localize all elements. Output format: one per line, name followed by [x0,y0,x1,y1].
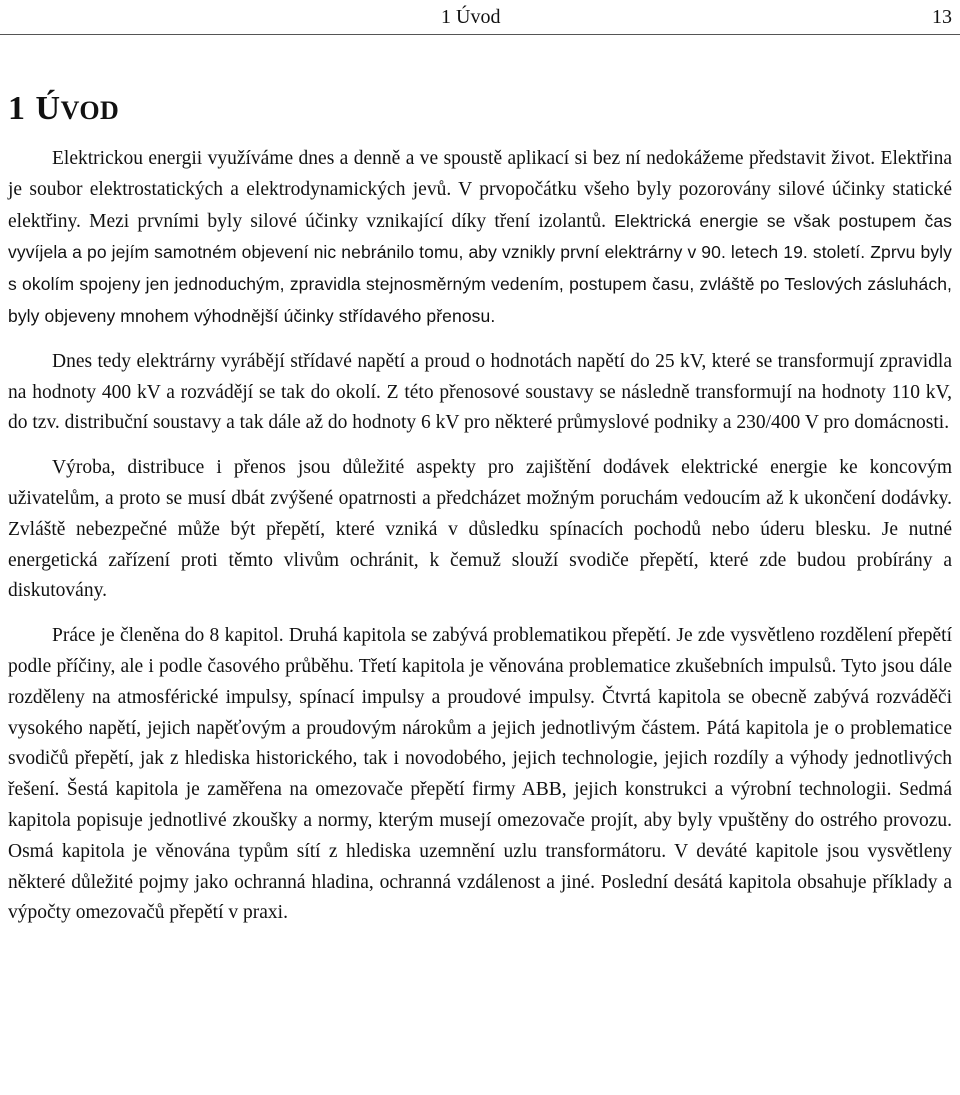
paragraph-introduction [8,144,952,333]
paragraph-segment-sans: Elektrická energie se však postupem čas vyvíjela a po jejím samotném objevení nic nebránilo tomu, aby vznikly první elektrárny v 90. letech 19. století. Zprvu byly s okolím spojeny jen jednoduchým, zpravidla stejnosměrným vedením, postupem času, zvláště po Teslových zásluhách, byly objeveny mnohem výhodnější účinky střídavého přenosu. [8,210,952,326]
running-header [0,0,960,35]
chapter-heading [8,86,119,134]
chapter-number: 1 [8,90,26,127]
chapter-title-rest: VOD [60,96,120,125]
paragraph-transmission [8,347,952,439]
paragraph-protection [8,453,952,607]
paragraph-segment: Dnes tedy elektrárny vyrábějí střídavé napětí a proud o hodnotách napětí do 25 kV, které se transformují zpravidla na hodnoty 400 kV a rozvádějí se tak do okolí. Z této přenosové soustavy se následně transformují na hodnoty 110 kV, do tzv. distribuční soustavy a tak dále až do hodnoty 6 kV pro některé průmyslové podniky a 230/400 V pro domácnosti. [8,350,952,434]
paragraph-segment: Výroba, distribuce i přenos jsou důležité aspekty pro zajištění dodávek elektrické energie ke koncovým uživatelům, a proto se musí dbát zvýšené opatrnosti a předcházet možným poruchám vedoucím až k ukončení dodávky. Zvláště nebezpečné může být přepětí, které vzniká v důsledku spínacích pochodů nebo úderu blesku. Je nutné energetická zařízení proti těmto vlivům ochránit, k čemuž slouží svodiče přepětí, které zde budou probírány a diskutovány. [8,457,952,602]
paragraph-segment: Práce je členěna do 8 kapitol. Druhá kapitola se zabývá problematikou přepětí. Je zde vysvětleno rozdělení přepětí podle příčiny, ale i podle časového průběhu. Třetí kapitola je věnována problematice zkušebních impulsů. Tyto jsou dále rozděleny na atmosférické impulsy, spínací impulsy a proudové impulsy. Čtvrtá kapitola se obecně zabývá rozváděči vysokého napětí, jejich napěťovým a proudovým nárokům a jejich jednotlivým částem. Pátá kapitola je o problematice svodičů přepětí, jak z hlediska historického, tak i novodobého, jejich technologie, jejich rozdíly a výhody jednotlivých řešení. Šestá kapitola je zaměřena na omezovače přepětí firmy ABB, jejich konstrukci a výrobní technologii. Sedmá kapitola popisuje jednotlivé zkoušky a normy, kterým musejí omezovače projít, aby byly vpuštěny do ostrého provozu. Osmá kapitola je věnována typům sítí z hlediska uzemnění uzlu transformátoru. V deváté kapitole jsou vysvětleny některé důležité pojmy jako ochranná hladina, ochranná vzdálenost a jiné. Poslední desátá kapitola obsahuje příklady a výpočty omezovačů přepětí v praxi. [8,625,952,924]
body-text [8,144,952,943]
chapter-title-initial: Ú [35,90,61,127]
paragraph-segment: Elektrickou energii využíváme dnes a denně a ve spoustě aplikací si bez ní nedokážeme představit život. Elektřina je soubor elektrostatických a elektrodynamických jevů. V prvopočátku všeho byly pozorovány silové účinky statické elektřiny. Mezi prvními byly silové účinky vznikající díky tření izolantů. [8,148,952,232]
paragraph-structure [8,621,952,929]
header-page-number: 13 [932,6,952,28]
header-chapter-title: 1 Úvod [441,6,501,28]
